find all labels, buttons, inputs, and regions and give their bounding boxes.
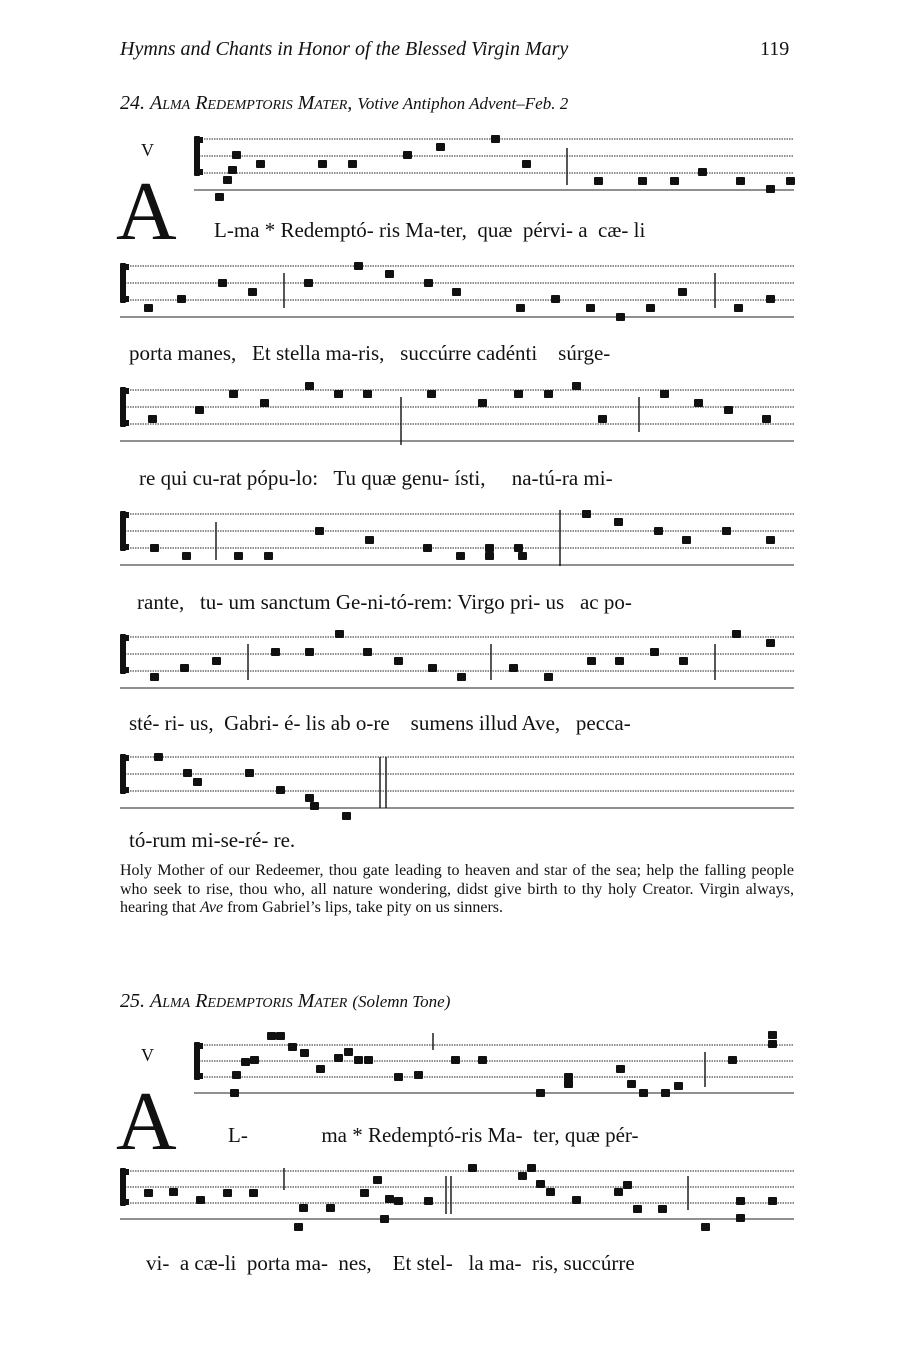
chant-24-lyric-line: sté- ri- us, Gabri- é- lis ab o-re sumens illud Ave, pecca- bbox=[129, 711, 631, 735]
c-clef-icon bbox=[120, 634, 126, 674]
neume-note bbox=[478, 399, 487, 407]
neume-note bbox=[654, 527, 663, 535]
neume-note bbox=[701, 1223, 710, 1231]
neume-note bbox=[344, 1048, 353, 1056]
neume-note bbox=[234, 552, 243, 560]
neume-note bbox=[734, 304, 743, 312]
neume-note bbox=[658, 1205, 667, 1213]
chant-24-name: Alma Redemptoris Mater, bbox=[150, 92, 353, 114]
neume-note bbox=[766, 295, 775, 303]
neume-note bbox=[245, 769, 254, 777]
neume-note bbox=[768, 1031, 777, 1039]
neume-note bbox=[670, 177, 679, 185]
c-clef-icon bbox=[120, 387, 126, 427]
neume-note bbox=[544, 673, 553, 681]
clefs bbox=[120, 136, 203, 1206]
neume-note bbox=[223, 176, 232, 184]
c-clef-icon bbox=[120, 263, 126, 303]
neume-note bbox=[373, 1176, 382, 1184]
neume-note bbox=[144, 1189, 153, 1197]
neume-note bbox=[360, 1189, 369, 1197]
neume-note bbox=[536, 1089, 545, 1097]
neume-note bbox=[256, 160, 265, 168]
neume-note bbox=[650, 648, 659, 656]
chant-25-drop-initial: A bbox=[116, 1075, 177, 1168]
neume-note bbox=[267, 1032, 276, 1040]
neume-note bbox=[623, 1181, 632, 1189]
neume-note bbox=[288, 1043, 297, 1051]
chant-24-lyric-line: rante, tu- um sanctum Ge-ni-tó-rem: Virgo pri- us ac po- bbox=[137, 590, 632, 614]
neume-note bbox=[646, 304, 655, 312]
neume-note bbox=[232, 151, 241, 159]
translation-text: Holy Mother of our Redeemer, thou gate leading to heaven and star of the sea; help the falling people who seek to rise, thou who, all nature wondering, didst give birth to thy holy Creator. Virgin always, hearing that bbox=[120, 862, 794, 916]
neume-note bbox=[193, 778, 202, 786]
neume-note bbox=[698, 168, 707, 176]
c-clef-icon bbox=[124, 1199, 129, 1205]
chant-25-name: Alma Redemptoris Mater bbox=[150, 990, 348, 1012]
c-clef-icon bbox=[124, 264, 129, 270]
neume-note bbox=[305, 794, 314, 802]
chant-25-number: 25. bbox=[120, 990, 145, 1012]
neume-note bbox=[485, 544, 494, 552]
neume-note bbox=[722, 527, 731, 535]
neume-note bbox=[616, 313, 625, 321]
neume-note bbox=[363, 390, 372, 398]
neume-note bbox=[177, 295, 186, 303]
chant-25-title bbox=[120, 990, 450, 1013]
neume-note bbox=[694, 399, 703, 407]
neume-note bbox=[354, 1056, 363, 1064]
neume-note bbox=[228, 166, 237, 174]
neume-note bbox=[638, 177, 647, 185]
neume-note bbox=[144, 304, 153, 312]
c-clef-icon bbox=[194, 136, 200, 176]
neume-note bbox=[468, 1164, 477, 1172]
neume-note bbox=[318, 160, 327, 168]
page-number: 119 bbox=[760, 38, 790, 60]
neume-note bbox=[154, 753, 163, 761]
neume-note bbox=[679, 657, 688, 665]
neume-note bbox=[766, 536, 775, 544]
neume-note bbox=[305, 382, 314, 390]
chant-25-lyric-line: vi- a cæ-li porta ma- nes, Et stel- la ma- ris, succúrre bbox=[146, 1251, 635, 1275]
neume-note bbox=[768, 1197, 777, 1205]
c-clef-icon bbox=[198, 1043, 203, 1049]
neume-note bbox=[786, 177, 795, 185]
chant-24-translation bbox=[120, 862, 794, 918]
chant-24-lyric-line: L-ma * Redemptó- ris Ma-ter, quæ pérvi- a cæ- li bbox=[214, 218, 646, 242]
neume-note bbox=[271, 648, 280, 656]
c-clef-icon bbox=[124, 667, 129, 673]
neume-note bbox=[478, 1056, 487, 1064]
neume-note bbox=[300, 1049, 309, 1057]
neume-note bbox=[215, 193, 224, 201]
chant-25-verse-mark: V bbox=[141, 1045, 154, 1065]
neume-note bbox=[394, 657, 403, 665]
neume-note bbox=[264, 552, 273, 560]
c-clef-icon bbox=[124, 296, 129, 302]
neume-note bbox=[195, 406, 204, 414]
neume-note bbox=[241, 1058, 250, 1066]
neume-note bbox=[436, 143, 445, 151]
neume-note bbox=[424, 1197, 433, 1205]
neume-note bbox=[586, 304, 595, 312]
c-clef-icon bbox=[124, 388, 129, 394]
neume-note bbox=[736, 1214, 745, 1222]
neume-note bbox=[456, 552, 465, 560]
c-clef-icon bbox=[194, 1042, 200, 1080]
c-clef-icon bbox=[124, 635, 129, 641]
neume-note bbox=[305, 648, 314, 656]
neume-note bbox=[509, 664, 518, 672]
neume-note bbox=[736, 1197, 745, 1205]
neume-note bbox=[514, 544, 523, 552]
neume-note bbox=[616, 1065, 625, 1073]
neume-note bbox=[250, 1056, 259, 1064]
neume-note bbox=[354, 262, 363, 270]
neume-note bbox=[232, 1071, 241, 1079]
neume-note bbox=[364, 1056, 373, 1064]
neume-note bbox=[544, 390, 553, 398]
neume-note bbox=[423, 544, 432, 552]
neume-note bbox=[614, 518, 623, 526]
neume-note bbox=[196, 1196, 205, 1204]
neume-note bbox=[451, 1056, 460, 1064]
neume-note bbox=[587, 657, 596, 665]
neume-note bbox=[310, 802, 319, 810]
c-clef-icon bbox=[124, 787, 129, 793]
neume-note bbox=[572, 382, 581, 390]
neume-note bbox=[633, 1205, 642, 1213]
neume-note bbox=[212, 657, 221, 665]
neume-note bbox=[385, 1195, 394, 1203]
neume-note bbox=[394, 1073, 403, 1081]
chant-24-number: 24. bbox=[120, 92, 145, 114]
neume-note bbox=[457, 673, 466, 681]
c-clef-icon bbox=[124, 420, 129, 426]
translation-italic-word: Ave bbox=[199, 899, 224, 916]
neume-note bbox=[766, 185, 775, 193]
neume-note bbox=[183, 769, 192, 777]
neume-note bbox=[334, 390, 343, 398]
chant-25-subtitle: (Solemn Tone) bbox=[352, 992, 451, 1011]
neume-note bbox=[527, 1164, 536, 1172]
neume-note bbox=[365, 536, 374, 544]
neume-note bbox=[615, 657, 624, 665]
neume-note bbox=[732, 630, 741, 638]
c-clef-icon bbox=[124, 1169, 129, 1175]
neume-note bbox=[564, 1080, 573, 1088]
c-clef-icon bbox=[124, 755, 129, 761]
chant-24-title bbox=[120, 92, 568, 115]
neume-note bbox=[598, 415, 607, 423]
neume-note bbox=[536, 1180, 545, 1188]
neume-note bbox=[363, 648, 372, 656]
c-clef-icon bbox=[198, 137, 203, 143]
c-clef-icon bbox=[198, 169, 203, 175]
neume-note bbox=[248, 288, 257, 296]
neume-note bbox=[218, 279, 227, 287]
neume-note bbox=[661, 1089, 670, 1097]
neume-note bbox=[424, 279, 433, 287]
neume-note bbox=[394, 1197, 403, 1205]
neume-note bbox=[682, 536, 691, 544]
c-clef-icon bbox=[124, 544, 129, 550]
neume-note bbox=[260, 399, 269, 407]
chant-24-drop-initial: A bbox=[116, 165, 177, 258]
running-title: Hymns and Chants in Honor of the Blessed Virgin Mary bbox=[120, 38, 569, 60]
neume-note bbox=[335, 630, 344, 638]
neume-note bbox=[522, 160, 531, 168]
neume-note bbox=[385, 270, 394, 278]
neume-note bbox=[485, 552, 494, 560]
neume-note bbox=[452, 288, 461, 296]
chant-24-lyric-line: tó-rum mi-se-ré- re. bbox=[129, 828, 296, 852]
c-clef-icon bbox=[120, 754, 126, 794]
chant-24-lyric-line: porta manes, Et stella ma-ris, succúrre cadénti súrge- bbox=[129, 341, 611, 365]
translation-text-end: from Gabriel’s lips, take pity on us sinners. bbox=[223, 899, 504, 916]
neume-note bbox=[614, 1188, 623, 1196]
neume-note bbox=[491, 135, 500, 143]
neume-note bbox=[639, 1089, 648, 1097]
neume-note bbox=[229, 390, 238, 398]
neume-note bbox=[766, 639, 775, 647]
neume-note bbox=[594, 177, 603, 185]
neume-note bbox=[249, 1189, 258, 1197]
neume-note bbox=[294, 1223, 303, 1231]
neumes bbox=[144, 135, 795, 1231]
neume-note bbox=[724, 406, 733, 414]
neume-note bbox=[660, 390, 669, 398]
neume-note bbox=[316, 1065, 325, 1073]
neume-note bbox=[728, 1056, 737, 1064]
neume-note bbox=[348, 160, 357, 168]
neume-note bbox=[230, 1089, 239, 1097]
staff-lines bbox=[120, 139, 794, 1219]
neume-note bbox=[304, 279, 313, 287]
neume-note bbox=[150, 673, 159, 681]
neume-note bbox=[169, 1188, 178, 1196]
neume-note bbox=[627, 1080, 636, 1088]
neume-note bbox=[326, 1204, 335, 1212]
chant-24-subtitle: Votive Antiphon Advent–Feb. 2 bbox=[357, 94, 569, 113]
neume-note bbox=[299, 1204, 308, 1212]
neume-note bbox=[342, 812, 351, 820]
neume-note bbox=[414, 1071, 423, 1079]
chant-25-lyric-line: L- ma * Redemptó-ris Ma- ter, quæ pér- bbox=[228, 1123, 639, 1147]
neume-note bbox=[518, 1172, 527, 1180]
neume-note bbox=[572, 1196, 581, 1204]
neume-note bbox=[403, 151, 412, 159]
neume-note bbox=[182, 552, 191, 560]
neume-note bbox=[180, 664, 189, 672]
neume-note bbox=[762, 415, 771, 423]
c-clef-icon bbox=[120, 511, 126, 551]
neume-note bbox=[514, 390, 523, 398]
bar-lines bbox=[216, 148, 715, 1214]
neume-note bbox=[674, 1082, 683, 1090]
neume-note bbox=[564, 1073, 573, 1081]
neume-note bbox=[428, 664, 437, 672]
neume-note bbox=[276, 1032, 285, 1040]
neume-note bbox=[736, 177, 745, 185]
c-clef-icon bbox=[198, 1073, 203, 1079]
neume-note bbox=[768, 1040, 777, 1048]
neume-note bbox=[148, 415, 157, 423]
c-clef-icon bbox=[124, 512, 129, 518]
chant-24-verse-mark: V bbox=[141, 140, 154, 160]
neume-note bbox=[551, 295, 560, 303]
neume-note bbox=[150, 544, 159, 552]
c-clef-icon bbox=[120, 1168, 126, 1206]
neume-note bbox=[223, 1189, 232, 1197]
neume-note bbox=[582, 510, 591, 518]
neume-note bbox=[546, 1188, 555, 1196]
neume-note bbox=[518, 552, 527, 560]
neume-note bbox=[380, 1215, 389, 1223]
neume-note bbox=[678, 288, 687, 296]
neume-note bbox=[427, 390, 436, 398]
neume-note bbox=[315, 527, 324, 535]
neume-note bbox=[276, 786, 285, 794]
neume-note bbox=[516, 304, 525, 312]
neume-note bbox=[334, 1054, 343, 1062]
chant-24-lyric-line: re qui cu-rat pópu-lo: Tu quæ genu- ísti, na-tú-ra mi- bbox=[139, 466, 613, 490]
